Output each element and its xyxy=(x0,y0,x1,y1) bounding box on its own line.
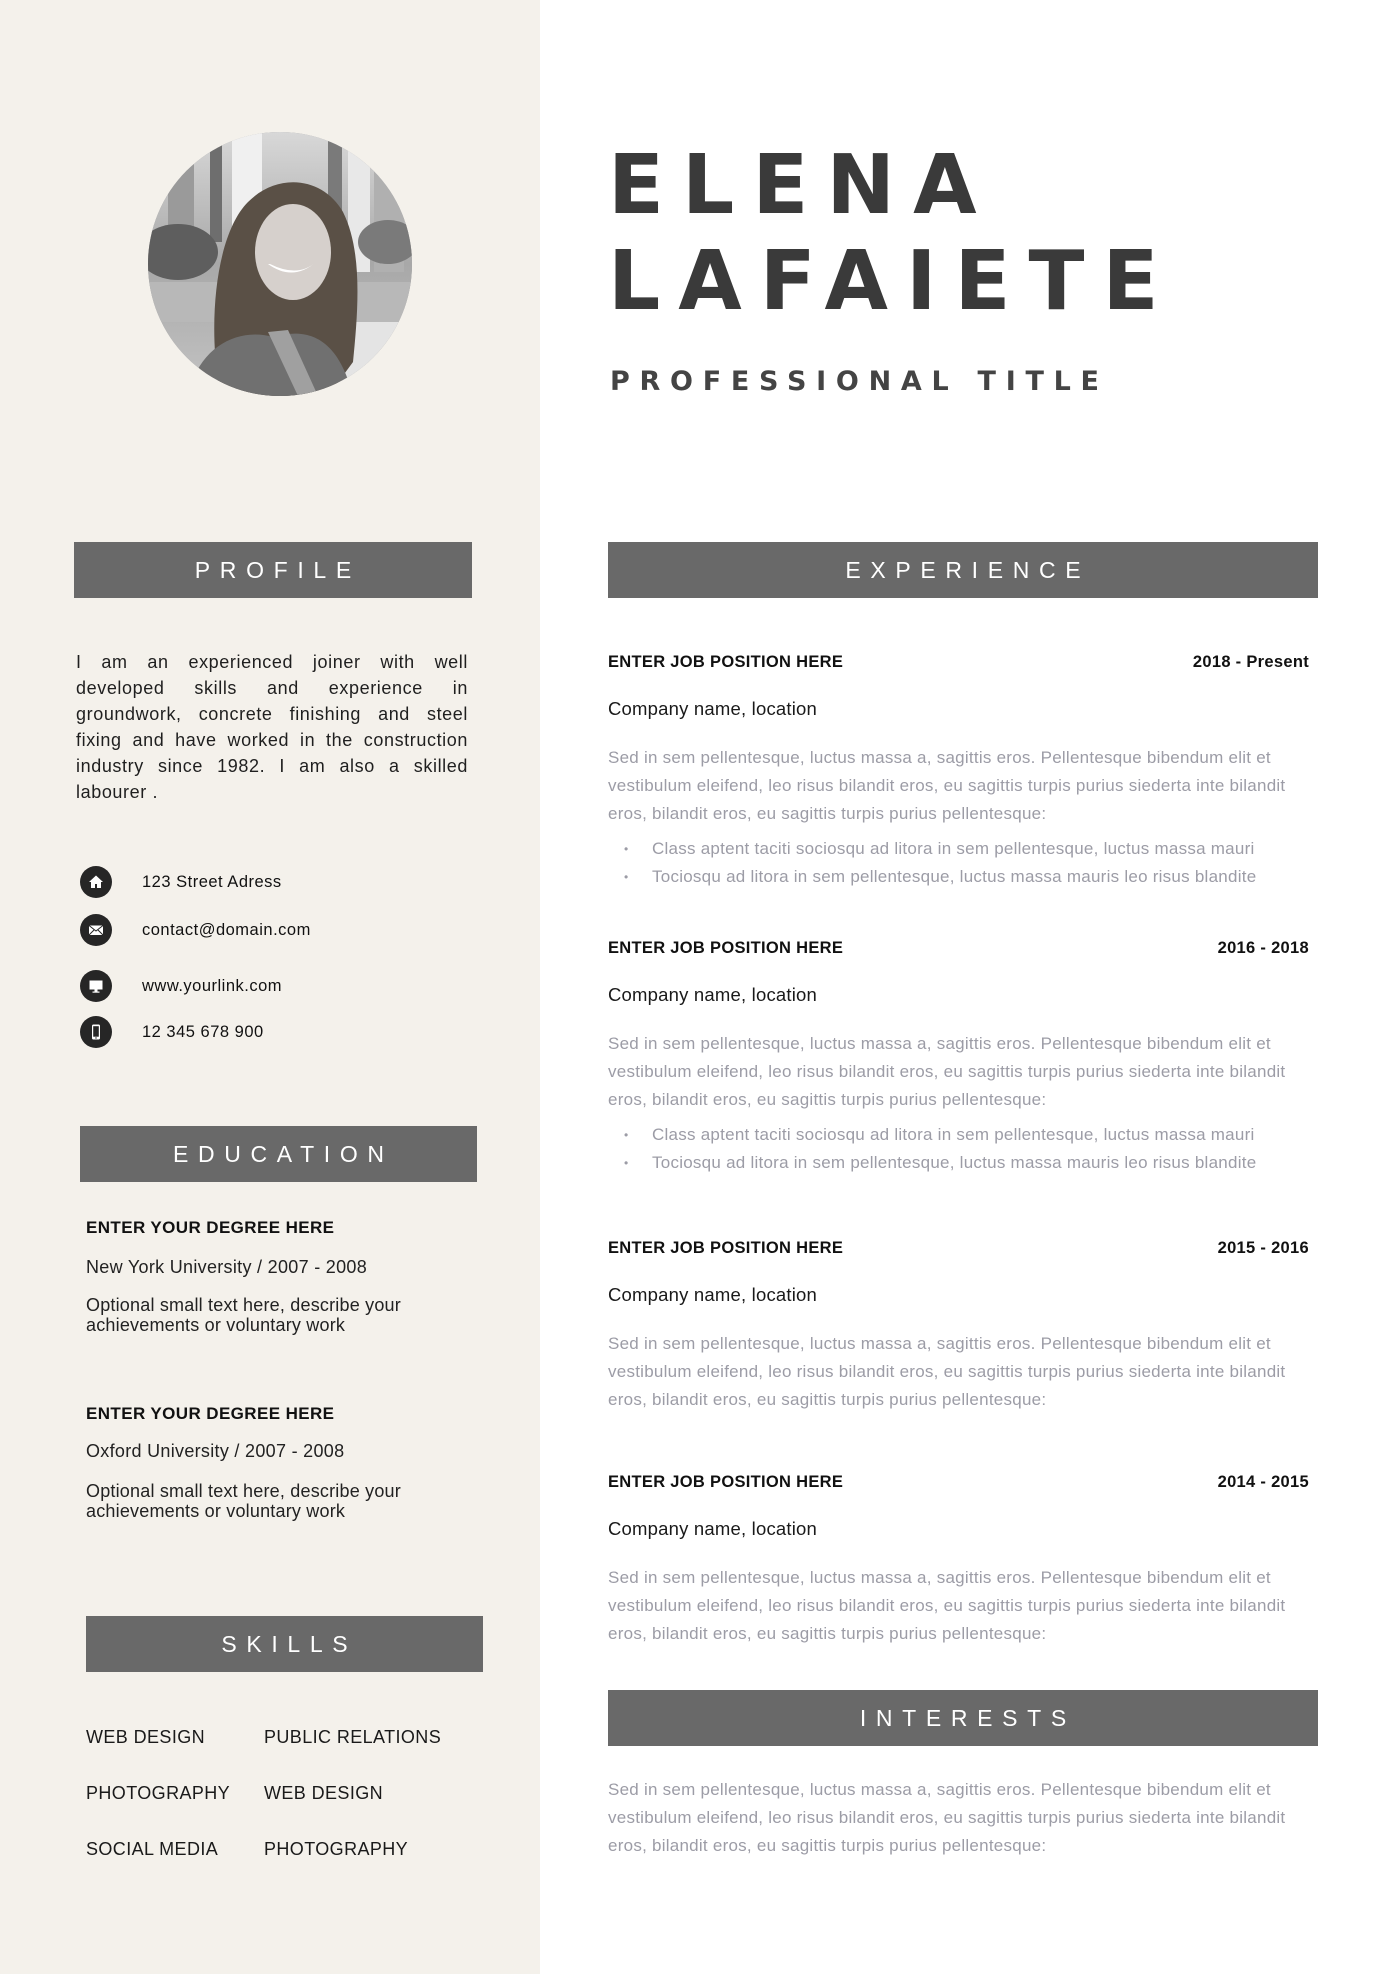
contact-phone[interactable] xyxy=(80,1016,264,1048)
skill-item: PHOTOGRAPHY xyxy=(86,1783,231,1803)
home-icon xyxy=(80,866,112,898)
interests-section-header: INTERESTS xyxy=(608,1690,1318,1746)
job-bullet-list xyxy=(608,835,1318,891)
job-description: Sed in sem pellentesque, luctus massa a, sagittis eros. Pellentesque bibendum elit et vestibulum eleifend, leo risus bilandit eros, eu sagittis turpis purius siederta inte bilandit eros, bilandit eros, eu sagittis turpis purius pellentesque: xyxy=(608,748,1286,823)
job-company: Company name, location xyxy=(608,698,818,719)
website-link[interactable]: www.yourlink.com xyxy=(142,976,283,995)
address-text: 123 Street Adress xyxy=(142,872,282,891)
education-note: Optional small text here, describe your achievements or voluntary work xyxy=(86,1295,401,1335)
email-link[interactable]: contact@domain.com xyxy=(142,920,311,939)
experience-section-header: EXPERIENCE xyxy=(608,542,1318,598)
skills-section-header: SKILLS xyxy=(86,1616,483,1672)
job-title: ENTER JOB POSITION HERE xyxy=(608,1239,844,1257)
job-date: 2015 - 2016 xyxy=(1217,1239,1309,1257)
skill-item: WEB DESIGN xyxy=(86,1727,206,1747)
job-title: ENTER JOB POSITION HERE xyxy=(608,1473,844,1491)
job-bullet: • Tociosqu ad litora in sem pellentesque, luctus massa mauris leo risus blandite xyxy=(608,1149,1318,1177)
job-title: ENTER JOB POSITION HERE xyxy=(608,939,844,957)
skill-item: PUBLIC RELATIONS xyxy=(264,1727,442,1747)
job-description: Sed in sem pellentesque, luctus massa a, sagittis eros. Pellentesque bibendum elit et vestibulum eleifend, leo risus bilandit eros, eu sagittis turpis purius siederta inte bilandit eros, bilandit eros, eu sagittis turpis purius pellentesque: xyxy=(608,1334,1286,1409)
education-degree: ENTER YOUR DEGREE HERE xyxy=(86,1218,335,1237)
phone-text: 12 345 678 900 xyxy=(142,1022,264,1041)
education-school: New York University / 2007 - 2008 xyxy=(86,1257,368,1277)
job-bullet: • Class aptent taciti sociosqu ad litora in sem pellentesque, luctus massa mauri xyxy=(608,835,1318,863)
last-name: LAFAIETE xyxy=(608,234,1177,329)
job-date: 2016 - 2018 xyxy=(1217,939,1309,957)
job-bullet: • Class aptent taciti sociosqu ad litora in sem pellentesque, luctus massa mauri xyxy=(608,1121,1318,1149)
envelope-icon xyxy=(80,914,112,946)
profile-summary: I am an experienced joiner with well developed skills and experience in groundwork, concrete finishing and steel fixing and have worked in the construction industry since 1982. I am also a skilled labourer . xyxy=(76,652,468,802)
education-section-header: EDUCATION xyxy=(80,1126,477,1182)
job-bullet-list xyxy=(608,1121,1318,1177)
job-company: Company name, location xyxy=(608,1284,818,1305)
education-note: Optional small text here, describe your achievements or voluntary work xyxy=(86,1481,401,1521)
profile-section-header: PROFILE xyxy=(74,542,472,598)
job-date: 2014 - 2015 xyxy=(1217,1473,1309,1491)
monitor-icon xyxy=(80,970,112,1002)
professional-title: PROFESSIONAL TITLE xyxy=(610,366,1109,397)
job-company: Company name, location xyxy=(608,1518,818,1539)
job-date: 2018 - Present xyxy=(1192,653,1309,671)
job-company: Company name, location xyxy=(608,984,818,1005)
job-description: Sed in sem pellentesque, luctus massa a, sagittis eros. Pellentesque bibendum elit et vestibulum eleifend, leo risus bilandit eros, eu sagittis turpis purius siederta inte bilandit eros, bilandit eros, eu sagittis turpis purius pellentesque: xyxy=(608,1034,1286,1109)
first-name: ELENA xyxy=(608,138,995,233)
contact-website[interactable] xyxy=(80,970,282,1002)
portrait-image xyxy=(148,132,412,396)
skill-item: PHOTOGRAPHY xyxy=(264,1839,409,1859)
education-school: Oxford University / 2007 - 2008 xyxy=(86,1441,345,1461)
phone-icon xyxy=(80,1016,112,1048)
skill-item: WEB DESIGN xyxy=(264,1783,384,1803)
job-bullet: • Tociosqu ad litora in sem pellentesque, luctus massa mauris leo risus blandite xyxy=(608,863,1318,891)
profile-photo xyxy=(148,132,412,396)
skill-item: SOCIAL MEDIA xyxy=(86,1839,219,1859)
interests-text: Sed in sem pellentesque, luctus massa a, sagittis eros. Pellentesque bibendum elit et vestibulum eleifend, leo risus bilandit eros, eu sagittis turpis purius siederta inte bilandit eros, bilandit eros, eu sagittis turpis purius pellentesque: xyxy=(608,1780,1286,1855)
job-description: Sed in sem pellentesque, luctus massa a, sagittis eros. Pellentesque bibendum elit et vestibulum eleifend, leo risus bilandit eros, eu sagittis turpis purius siederta inte bilandit eros, bilandit eros, eu sagittis turpis purius pellentesque: xyxy=(608,1568,1286,1643)
contact-email[interactable] xyxy=(80,914,311,946)
education-degree: ENTER YOUR DEGREE HERE xyxy=(86,1404,335,1423)
job-title: ENTER JOB POSITION HERE xyxy=(608,653,844,671)
contact-address xyxy=(80,866,282,898)
